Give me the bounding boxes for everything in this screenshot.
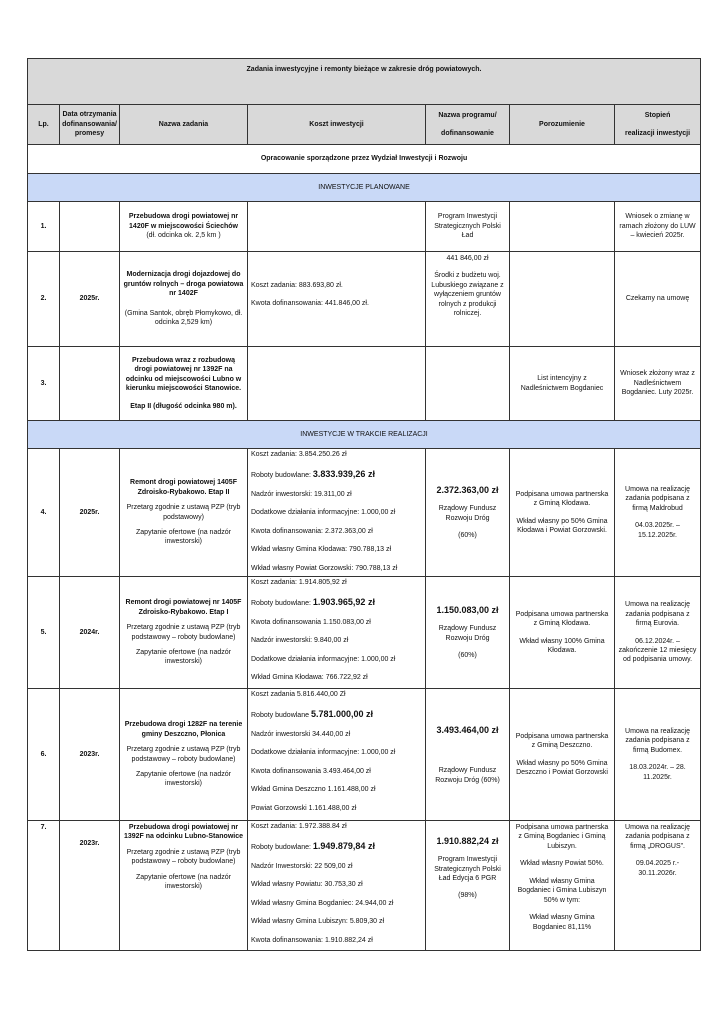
- cost-line: Wkład Gmina Kłodawa: 766.722,92 zł: [251, 674, 368, 682]
- program-name: Rządowy Fundusz Rozwoju Dróg (60%): [435, 767, 500, 784]
- row-agreement: [510, 689, 615, 821]
- cost-value: 3.833.939,26 zł: [312, 469, 375, 480]
- table-row: [28, 689, 701, 821]
- program-percent: (60%): [458, 532, 477, 540]
- agreement-line: Podpisana umowa partnerska z Gminą Kłodawa.: [515, 610, 609, 628]
- row-year: 2025r.: [60, 252, 120, 347]
- row-lp: 7.: [28, 821, 60, 951]
- header-name: Nazwa zadania: [120, 105, 248, 145]
- agreement-line: Podpisana umowa partnerska z Gminą Kłodawa.: [515, 490, 609, 508]
- row-name-title: Przebudowa drogi powiatowej nr 1392F na odcinku Lubno-Stanowice: [123, 824, 244, 841]
- status-line: Umowa na realizację zadania podpisana z firmą Eurovia.: [625, 601, 691, 628]
- row-name-detail: (dł. odcinka ok. 2,5 km ): [146, 232, 221, 240]
- row-cost: [248, 449, 426, 577]
- cost-line: Kwota dofinansowania: 441.846,00 zł.: [251, 300, 369, 307]
- cost-label: Roboty budowlane:: [251, 472, 313, 480]
- status-line: Umowa na realizację zadania podpisana z firmą Budomex.: [625, 727, 691, 754]
- agreement-line: Wkład własny po 50% Gmina Deszczno i Powiat Gorzowski: [516, 759, 608, 776]
- row-program: [426, 347, 510, 421]
- status-dates: 18.03.2024r. – 28. 11.2025r.: [629, 764, 686, 781]
- agreement-line: Wkład własny 100% Gmina Kłodawa.: [519, 637, 605, 654]
- row-name: [120, 449, 248, 577]
- row-program: [426, 821, 510, 951]
- row-year: 2023r.: [60, 821, 120, 951]
- row-lp: 3.: [28, 347, 60, 421]
- header-lp: Lp.: [28, 105, 60, 145]
- table-row: [28, 449, 701, 577]
- cost-line: Kwota dofinansowania: 1.910.882,24 zł: [251, 936, 373, 944]
- program-name: Środki z budżetu woj. Lubuskiego związane z wyłączeniem gruntów rolnych z produkcji rolniczej.: [431, 272, 504, 318]
- row-name-inquiry: Zapytanie ofertowe (na nadzór inwestorski): [136, 528, 231, 546]
- cost-line: Wkład własny Gmina Bogdaniec: 24.944,00 zł: [251, 899, 394, 907]
- table-row: [28, 821, 701, 951]
- row-year: 2023r.: [60, 689, 120, 821]
- header-status-line2: realizacji inwestycji: [625, 129, 691, 137]
- cost-line: Wkład Gmina Deszczno 1.161.488,00 zł: [251, 786, 376, 794]
- row-name-detail: (Gmina Santok, obręb Płomykowo, dł. odcinka 2,529 km): [124, 309, 243, 327]
- cost-line: Dodatkowe działania informacyjne: 1.000,00 zł: [251, 509, 396, 517]
- cost-label: Roboty budowlane:: [251, 600, 313, 608]
- cost-line-works: [251, 468, 422, 480]
- row-agreement: [510, 577, 615, 689]
- program-amount: 2.372.363,00 zł: [436, 485, 499, 496]
- investments-table: [27, 58, 701, 951]
- row-status: [615, 689, 701, 821]
- row-lp: 5.: [28, 577, 60, 689]
- row-program: [426, 689, 510, 821]
- row-name-procedure: Przetarg zgodnie z ustawą PZP (tryb podstawowy – roboty budowlane): [126, 624, 241, 641]
- cost-line: Koszt zadania: 1.914.805,92 zł: [251, 579, 347, 586]
- program-percent: (98%): [458, 892, 477, 900]
- row-name-title: Przebudowa drogi 1282F na terenie gminy Deszczno, Płonica: [124, 721, 243, 738]
- row-name-title: Remont drogi powiatowej 1405F Zdroisko-Rybakowo. Etap II: [130, 479, 237, 496]
- row-name: [120, 689, 248, 821]
- row-cost: [248, 821, 426, 951]
- cost-line: Powiat Gorzowski 1.161.488,00 zł: [251, 804, 357, 812]
- header-date: Data otrzymania dofinansowania/ promesy: [60, 105, 120, 145]
- agreement-line: Podpisana umowa partnerska z Gminą Bogdaniec i Gminą Lubiszyn.: [515, 824, 609, 850]
- row-cost: [248, 202, 426, 252]
- row-agreement: [510, 449, 615, 577]
- header-program-line1: Nazwa programu/: [438, 112, 497, 120]
- row-name: [120, 821, 248, 951]
- cost-label: Roboty budowlane:: [251, 844, 313, 852]
- cost-line: Kwota dofinansowania 1.150.083,00 zł: [251, 618, 371, 626]
- program-name: Rządowy Fundusz Rozwoju Dróg: [438, 505, 497, 522]
- row-name-title: Remont drogi powiatowej nr 1405F Zdroisko-Rybakowo. Etap I: [125, 599, 242, 616]
- cost-value: 5.781.000,00 zł: [310, 709, 373, 720]
- document-page: [27, 58, 700, 951]
- cost-line: Wkład własny Gmina Kłodawa: 790.788,13 zł: [251, 546, 392, 554]
- row-program: [426, 252, 510, 347]
- status-dates: 04.03.2025r. – 15.12.2025r.: [635, 522, 680, 539]
- row-status: Czekamy na umowę: [615, 252, 701, 347]
- header-status-line1: Stopień: [644, 112, 671, 120]
- row-cost: [248, 577, 426, 689]
- row-program: [426, 449, 510, 577]
- row-year: [60, 347, 120, 421]
- row-name-inquiry: Zapytanie ofertowe (na nadzór inwestorski): [136, 648, 231, 666]
- row-name-title: Przebudowa drogi powiatowej nr 1420F w miejscowości Ściechów: [128, 213, 239, 230]
- status-line: Umowa na realizację zadania podpisana z firmą „DROGUS”.: [625, 824, 691, 850]
- cost-line: Nadzór inwestorski: 19.311,00 zł: [251, 490, 352, 498]
- cost-line: Wkład własny Gmina Lubiszyn: 5.809,30 zł: [251, 918, 385, 926]
- program-amount: 1.150.083,00 zł: [436, 605, 499, 616]
- row-cost: [248, 689, 426, 821]
- document-subtitle: Opracowanie sporządzone przez Wydział Inwestycji i Rozwoju: [28, 145, 701, 174]
- row-name: [120, 577, 248, 689]
- row-name-inquiry: Zapytanie ofertowe (na nadzór inwestorski): [136, 873, 231, 891]
- status-dates: 06.12.2024r. – zakończenie 12 miesięcy od podpisania umowy.: [618, 637, 697, 664]
- row-lp: 1.: [28, 202, 60, 252]
- table-header-row: [28, 105, 701, 145]
- row-year: 2024r.: [60, 577, 120, 689]
- row-year: 2025r.: [60, 449, 120, 577]
- row-agreement: [510, 252, 615, 347]
- cost-line: Koszt zadania 5.816.440,00 Zł: [251, 691, 346, 698]
- cost-line: Wkład własny Powiat Gorzowski: 790.788,13 zł: [251, 564, 398, 572]
- table-row: [28, 577, 701, 689]
- row-name: [120, 252, 248, 347]
- row-name-inquiry: Zapytanie ofertowe (na nadzór inwestorski): [136, 770, 231, 788]
- program-amount: 1.910.882,24 zł: [436, 836, 499, 846]
- row-lp: 6.: [28, 689, 60, 821]
- program-percent: (60%): [458, 652, 477, 660]
- row-name: [120, 202, 248, 252]
- row-status: [615, 449, 701, 577]
- cost-line: Dodatkowe działania informacyjne: 1.000,00 zł: [251, 655, 396, 663]
- row-lp: 2.: [28, 252, 60, 347]
- cost-line: Koszt zadania: 1.972.388.84 zł: [251, 823, 347, 830]
- header-agreement: Porozumienie: [510, 105, 615, 145]
- section-in-progress: INWESTYCJE W TRAKCIE REALIZACJI: [28, 421, 701, 449]
- section-planned: INWESTYCJE PLANOWANE: [28, 174, 701, 202]
- header-cost: Koszt inwestycji: [248, 105, 426, 145]
- header-status: [615, 105, 701, 145]
- cost-value: 1.949.879,84 zł: [312, 841, 375, 852]
- agreement-line: Wkład własny po 50% Gmina Kłodawa i Powiat Gorzowski.: [516, 517, 608, 534]
- status-line: Umowa na realizację zadania podpisana z firmą Maldrobud: [625, 485, 691, 512]
- cost-line: Kwota dofinansowania: 2.372.363,00 zł: [251, 527, 373, 535]
- row-status: Wniosek złożony wraz z Nadleśnictwem Bogdaniec. Luty 2025r.: [615, 347, 701, 421]
- cost-label: Roboty budowlane: [251, 712, 311, 720]
- row-status: [615, 821, 701, 951]
- cost-line-works: [251, 708, 422, 720]
- row-name-procedure: Przetarg zgodnie z ustawą PZP (tryb podstawowy): [126, 504, 241, 521]
- cost-line: Nadzór inwestorski 34.440,00 zł: [251, 730, 351, 738]
- cost-line: Nadzór inwestorski: 9.840,00 zł: [251, 637, 349, 645]
- program-name: Program Inwestycji Strategicznych Polski Ład Edycja 6 PGR: [434, 856, 501, 883]
- row-name-procedure: Przetarg zgodnie z ustawą PZP (tryb podstawowy – roboty budowlane): [126, 848, 241, 866]
- row-name-procedure: Przetarg zgodnie z ustawą PZP (tryb podstawowy – roboty budowlane): [126, 746, 241, 763]
- header-program-line2: dofinansowanie: [441, 129, 494, 137]
- table-row: [28, 202, 701, 252]
- row-agreement: List intencyjny z Nadleśnictwem Bogdaniec: [510, 347, 615, 421]
- row-agreement: [510, 821, 615, 951]
- agreement-line: Wkład własny Gmina Bogdaniec i Gmina Lubiszyn 50% w tym:: [517, 877, 607, 904]
- program-amount: 441 846,00 zł: [446, 255, 489, 262]
- program-name: Rządowy Fundusz Rozwoju Dróg: [438, 625, 497, 642]
- cost-line: Kwota dofinansowania 3.493.464,00 zł: [251, 767, 371, 775]
- table-row: [28, 347, 701, 421]
- cost-line: Koszt zadania: 883.693,80 zł.: [251, 281, 343, 289]
- row-cost: [248, 347, 426, 421]
- row-program: [426, 577, 510, 689]
- status-dates: 09.04.2025 r.- 30.11.2026r.: [635, 860, 680, 877]
- cost-line-works: [251, 840, 422, 852]
- row-cost: [248, 252, 426, 347]
- row-name-detail: Etap II (długość odcinka 980 m).: [130, 402, 237, 410]
- row-name-title: Modernizacja drogi dojazdowej do gruntów rolnych – droga powiatowa nr 1402F: [123, 271, 244, 298]
- cost-line: Wkład własny Powiatu: 30.753,30 zł: [251, 881, 363, 889]
- row-program: Program Inwestycji Strategicznych Polski Ład: [426, 202, 510, 252]
- document-title: Zadania inwestycyjne i remonty bieżące w zakresie dróg powiatowych.: [28, 59, 701, 105]
- cost-line: Nadzór Inwestorski: 22 509,00 zł: [251, 862, 353, 870]
- cost-line: Koszt zadania: 3.854.250.26 zł: [251, 451, 347, 458]
- table-row: [28, 252, 701, 347]
- header-program: [426, 105, 510, 145]
- program-amount: 3.493.464,00 zł: [436, 724, 499, 735]
- row-name-title: Przebudowa wraz z rozbudową drogi powiatowej nr 1392F na odcinku od miejscowości Lubno w kierunku miejscowości Stanowice.: [125, 356, 242, 393]
- agreement-line: Wkład własny Gmina Bogdaniec 81,11%: [529, 914, 595, 931]
- row-agreement: [510, 202, 615, 252]
- row-status: Wniosek o zmianę w ramach złożony do LUW – kwiecień 2025r.: [615, 202, 701, 252]
- cost-value: 1.903.965,92 zł: [312, 597, 375, 608]
- cost-line-works: [251, 596, 422, 608]
- cost-line: Dodatkowe działania informacyjne: 1.000,00 zł: [251, 749, 396, 757]
- row-year: [60, 202, 120, 252]
- agreement-line: Wkład własny Powiat 50%.: [520, 860, 604, 868]
- row-name: [120, 347, 248, 421]
- agreement-line: Podpisana umowa partnerska z Gminą Deszczno.: [515, 732, 609, 750]
- row-lp: 4.: [28, 449, 60, 577]
- row-status: [615, 577, 701, 689]
